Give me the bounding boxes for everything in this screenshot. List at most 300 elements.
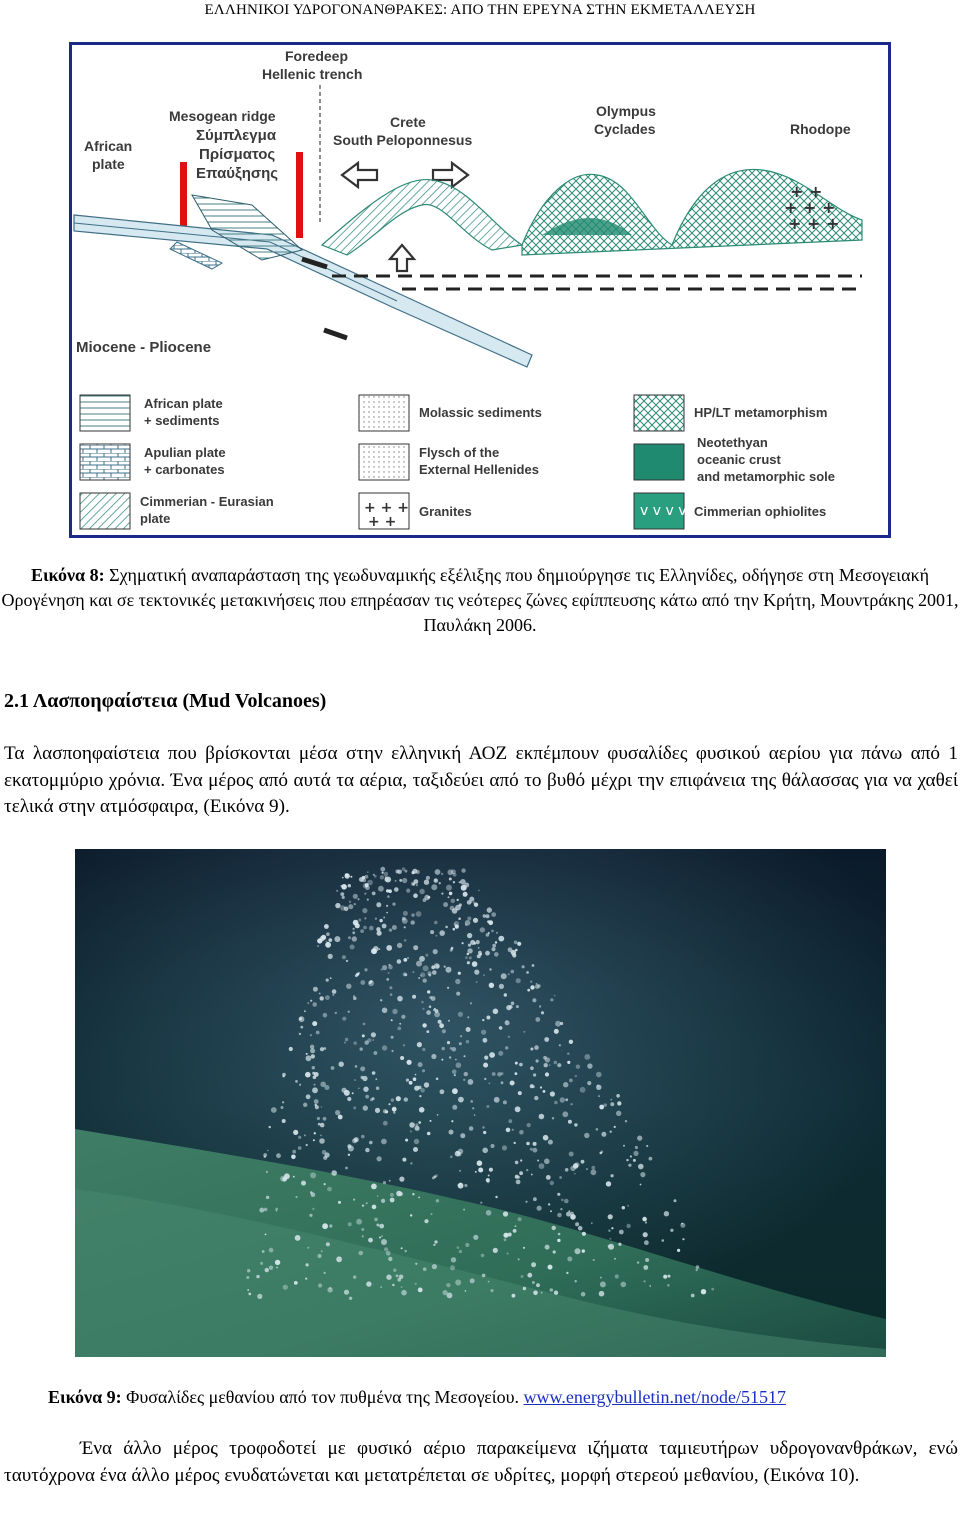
bubble [449, 892, 453, 896]
bubble [610, 1099, 612, 1101]
bubble [484, 1056, 488, 1060]
bubble [526, 1142, 530, 1146]
bubble [311, 1054, 315, 1058]
bubble [423, 1267, 427, 1271]
bubble [293, 1176, 295, 1178]
bubble [299, 1016, 305, 1022]
bubble [304, 1134, 306, 1136]
bubble [530, 981, 532, 983]
bubble [633, 1159, 636, 1162]
bubble [451, 899, 456, 904]
bubble [345, 1038, 348, 1041]
bubble [387, 895, 390, 898]
bubble [523, 1247, 525, 1249]
bubble [473, 901, 475, 903]
bubble [486, 1210, 492, 1216]
bubble [524, 1031, 526, 1033]
bubble [515, 1062, 518, 1065]
bubble [423, 965, 429, 971]
energybulletin-link[interactable]: www.energybulletin.net/node/51517 [523, 1387, 786, 1407]
bubble [425, 954, 428, 957]
bubble [373, 950, 377, 954]
bubble [327, 1287, 332, 1292]
bubble [614, 1126, 616, 1128]
bubble [465, 956, 468, 959]
bubble [406, 1079, 409, 1082]
bubble [335, 1012, 337, 1014]
bubble [663, 1275, 667, 1279]
bubble [380, 1286, 382, 1288]
bubble [550, 1181, 554, 1185]
bubble [418, 1288, 423, 1293]
bubble [325, 995, 330, 1000]
bubble [553, 1250, 556, 1253]
bubble [391, 1036, 394, 1039]
bubble [397, 943, 402, 948]
bubble [365, 1040, 369, 1044]
bubble [470, 1278, 475, 1283]
bubble [477, 1160, 483, 1166]
bubble [467, 948, 472, 953]
bubble [481, 1030, 486, 1035]
bubble [557, 1063, 561, 1067]
bubble [396, 1096, 401, 1101]
bubble [486, 1178, 490, 1182]
bubble [306, 1144, 308, 1146]
bubble [569, 1079, 573, 1083]
bubble [557, 1239, 560, 1242]
bubble [643, 1232, 648, 1237]
bubble [385, 1110, 388, 1113]
bubble [464, 1184, 467, 1187]
bubble [376, 902, 381, 907]
bubble [539, 1005, 541, 1007]
bubble [312, 1072, 315, 1075]
bubble [496, 932, 498, 934]
bubble [530, 985, 534, 989]
bubble [504, 993, 507, 996]
bubble [468, 944, 471, 947]
bubble [616, 1094, 620, 1098]
bubble [567, 1257, 572, 1262]
bubble [293, 1130, 298, 1135]
bubble [424, 880, 429, 885]
cross-section [74, 169, 862, 367]
bubble [382, 1045, 387, 1050]
bubble [422, 1023, 426, 1027]
bubble [464, 1055, 466, 1057]
bubble [512, 1294, 516, 1298]
bubble [469, 956, 472, 959]
bubble [348, 1011, 350, 1013]
bubble [567, 1061, 570, 1064]
svg-text:Foredeep: Foredeep [285, 48, 349, 64]
bubble [525, 1201, 527, 1203]
bubble [404, 1097, 408, 1101]
bubble [506, 1020, 508, 1022]
bubble [338, 1201, 341, 1204]
bubble [430, 930, 434, 934]
bubble [307, 1247, 309, 1249]
bubble [355, 1065, 358, 1068]
bubble [478, 951, 482, 955]
bubble [438, 1020, 442, 1024]
bubble [367, 899, 369, 901]
bubble [498, 936, 504, 942]
bubble [423, 898, 427, 902]
label-olympus [594, 103, 656, 137]
bubble [365, 1148, 369, 1152]
methane-bubbles-photo [75, 849, 886, 1357]
bubble [266, 1171, 268, 1173]
bubble [410, 1162, 412, 1164]
bubble [451, 1120, 453, 1122]
bubble [323, 1047, 326, 1050]
bubble [386, 1251, 391, 1256]
bubble [424, 1082, 429, 1087]
bubble [567, 1053, 569, 1055]
bubble [362, 1235, 364, 1237]
bubble [306, 1263, 309, 1266]
label-rhodope: Rhodope [790, 121, 851, 137]
bubble [379, 948, 381, 950]
bubble [349, 1297, 352, 1300]
bubble [247, 1289, 249, 1291]
bubble [263, 1153, 267, 1157]
bubble [503, 1100, 507, 1104]
bubble [640, 1184, 642, 1186]
bubble [340, 885, 342, 887]
bubble [342, 1088, 347, 1093]
bubble [481, 1254, 485, 1258]
bubble [646, 1145, 648, 1147]
bubble [412, 883, 415, 886]
bubble [499, 984, 504, 989]
bubble [539, 1163, 545, 1169]
bubble [618, 1243, 621, 1246]
bubble [488, 1175, 490, 1177]
bubble [457, 899, 459, 901]
bubble [372, 892, 376, 896]
bubble [430, 1120, 432, 1122]
bubble [569, 1152, 574, 1157]
bubble [466, 1027, 471, 1032]
bubble [527, 989, 530, 992]
bubble [566, 1212, 571, 1217]
bubble [295, 1080, 298, 1083]
bubble [488, 932, 490, 934]
bubble [515, 1106, 521, 1112]
svg-text:and metamorphic sole: and metamorphic sole [697, 469, 835, 484]
bubble [449, 1130, 454, 1135]
bubble [554, 995, 556, 997]
bubble [404, 939, 407, 942]
bubble [325, 942, 331, 948]
bubble [593, 1259, 595, 1261]
bubble [480, 1202, 482, 1204]
bubble [397, 870, 402, 875]
bubble [630, 1155, 632, 1157]
bubble [467, 953, 469, 955]
bubble [324, 1183, 326, 1185]
bubble [391, 1019, 393, 1021]
bubble [649, 1285, 651, 1287]
bubble [392, 1009, 397, 1014]
bubble [554, 1061, 558, 1065]
bubble [501, 973, 507, 979]
bubble [380, 875, 384, 879]
bubble [401, 1247, 403, 1249]
bubble [363, 1087, 368, 1092]
bubble [266, 1196, 269, 1199]
bubble [341, 884, 347, 890]
bubble [554, 1101, 558, 1105]
bubble [418, 1121, 421, 1124]
bubble [557, 1213, 562, 1218]
bubble [320, 1123, 325, 1128]
bubble [352, 931, 355, 934]
bubble [468, 1079, 474, 1085]
bubble [359, 1251, 364, 1256]
bubble [428, 896, 431, 899]
bubble [488, 1083, 490, 1085]
bubble [381, 1235, 383, 1237]
bubble [591, 1169, 597, 1175]
bubble [575, 1222, 579, 1226]
bubble [306, 1094, 311, 1099]
bubble [362, 1205, 364, 1207]
bubble [312, 1021, 317, 1026]
bubble [326, 1242, 330, 1246]
bubble [295, 1235, 301, 1241]
bubble [358, 919, 361, 922]
bubble [392, 925, 397, 930]
bubble [348, 1154, 350, 1156]
bubble [456, 1151, 458, 1153]
bubble [475, 1171, 477, 1173]
bubble [711, 1288, 714, 1291]
bubble [401, 1290, 407, 1296]
bubble [535, 1017, 540, 1022]
bubble [314, 1132, 316, 1134]
bubble [301, 1181, 306, 1186]
bubble [642, 1217, 647, 1222]
bubble [451, 869, 456, 874]
bubble [418, 1197, 420, 1199]
bubble [554, 1029, 559, 1034]
bubble [415, 1283, 417, 1285]
bubble [459, 881, 461, 883]
bubble [382, 965, 387, 970]
bubble [490, 1144, 494, 1148]
bubble [460, 1133, 465, 1138]
bubble [534, 1096, 538, 1100]
bubble [393, 1269, 396, 1272]
bubble [257, 1294, 262, 1299]
bubble [344, 1290, 349, 1295]
bubble [548, 1265, 553, 1270]
bubble [516, 1180, 521, 1185]
bubble [611, 1174, 614, 1177]
bubble [455, 979, 460, 984]
bubble [557, 1193, 560, 1196]
bubble [423, 978, 427, 982]
bubble [470, 1100, 473, 1103]
bubble [310, 1000, 312, 1002]
bubble [411, 920, 415, 924]
bubble [601, 1132, 606, 1137]
bubble [622, 1206, 625, 1209]
bubble [514, 941, 518, 945]
bubble [550, 1210, 552, 1212]
bubble [404, 1250, 407, 1253]
bubble [350, 876, 352, 878]
bubble [386, 978, 389, 981]
bubble [467, 933, 472, 938]
bubble [555, 1021, 561, 1027]
bubble [487, 907, 492, 912]
bubble [532, 964, 535, 967]
bubble [332, 994, 334, 996]
bubble [470, 1002, 472, 1004]
bubble [478, 947, 480, 949]
bubble [327, 1187, 332, 1192]
svg-text:plate: plate [92, 156, 125, 172]
bubble [483, 914, 486, 917]
bubble [365, 1095, 369, 1099]
bubble [267, 1150, 269, 1152]
svg-text:Επαύξησης: Επαύξησης [196, 165, 279, 182]
bubble [452, 1047, 457, 1052]
bubble [389, 1180, 391, 1182]
bubble [353, 920, 359, 926]
bubble [503, 1211, 508, 1216]
bubble [402, 917, 406, 921]
bubble [371, 1032, 376, 1037]
bubble [562, 1111, 568, 1117]
bubble [701, 1289, 706, 1294]
bubble [582, 1249, 585, 1252]
bubble [338, 1115, 343, 1120]
bubble [569, 1040, 573, 1044]
bubble [354, 903, 356, 905]
bubble [326, 932, 330, 936]
bubble [419, 889, 424, 894]
bubble [375, 1108, 380, 1113]
bubble [591, 1166, 595, 1170]
bubble [353, 997, 357, 1001]
bubble [381, 1139, 387, 1145]
bubble [498, 1051, 503, 1056]
bubble [379, 1224, 384, 1229]
bubble [292, 1150, 296, 1154]
bubble [407, 957, 409, 959]
bubble [462, 942, 464, 944]
bubble [317, 1117, 320, 1120]
bubble [485, 951, 490, 956]
bubble [435, 1009, 439, 1013]
bubble [399, 1023, 401, 1025]
bubble [386, 945, 392, 951]
bubble [461, 885, 467, 891]
bubble [608, 1230, 610, 1232]
bubble [596, 1128, 599, 1131]
bubble [407, 1060, 412, 1065]
bubble [424, 1219, 428, 1223]
bubble [454, 1074, 456, 1076]
bubble [540, 1086, 542, 1088]
bubble [621, 1282, 627, 1288]
bubble [527, 1273, 532, 1278]
bubble [531, 1262, 536, 1267]
bubble [539, 1114, 545, 1120]
bubble [434, 1240, 437, 1243]
bubble [422, 1008, 424, 1010]
svg-text:Apulian plate: Apulian plate [144, 445, 226, 460]
svg-text:Cyclades: Cyclades [594, 121, 656, 137]
bubble [530, 1066, 534, 1070]
bubble [436, 1078, 439, 1081]
bubble [334, 936, 340, 942]
bubble [384, 872, 389, 877]
bubble [410, 1214, 412, 1216]
bubble [564, 1199, 569, 1204]
bubble [495, 1196, 497, 1198]
bubble [353, 928, 355, 930]
bubble [320, 996, 324, 1000]
bubble [443, 1290, 448, 1295]
bubble [403, 958, 407, 962]
bubble [449, 1056, 451, 1058]
bubble [459, 1250, 462, 1253]
bubble [413, 893, 418, 898]
bubble [396, 1274, 399, 1277]
bubble [362, 908, 367, 913]
bubble [405, 1139, 408, 1142]
figure9-caption-text: Φυσαλίδες μεθανίου από τον πυθμένα της Μεσογείου. [121, 1387, 524, 1407]
bubble [369, 1141, 373, 1145]
bubble [465, 1290, 467, 1292]
bubble [276, 1210, 278, 1212]
bubble [380, 999, 382, 1001]
bubble [511, 1002, 515, 1006]
bubble [537, 1206, 542, 1211]
svg-text:+ + +: + + + [364, 500, 409, 516]
bubble [601, 1150, 604, 1153]
bubble [584, 1133, 589, 1138]
bubble [360, 980, 365, 985]
bubble [560, 1097, 565, 1102]
bubble [645, 1258, 649, 1262]
bubble [345, 1167, 348, 1170]
bubble [494, 952, 499, 957]
bubble [527, 1123, 531, 1127]
bubble [269, 1126, 271, 1128]
bubble [606, 1181, 611, 1186]
bubble [265, 1268, 269, 1272]
bubble [416, 961, 422, 967]
bubble [614, 1258, 616, 1260]
bubble [362, 878, 366, 882]
bubble [506, 1128, 511, 1133]
bubble [554, 1291, 558, 1295]
bubble [511, 970, 515, 974]
bubble [443, 902, 448, 907]
bubble [344, 907, 349, 912]
bubble [483, 1063, 488, 1068]
bubble [439, 1023, 444, 1028]
bubble [374, 1218, 378, 1222]
